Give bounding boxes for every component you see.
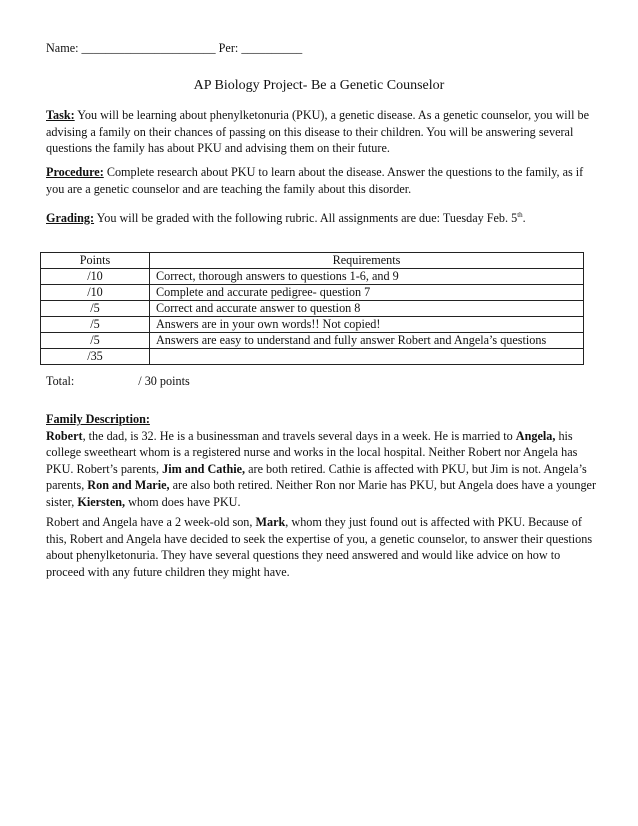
name-jim-cathie: Jim and Cathie,: [162, 461, 246, 476]
family-text: his college sweetheart whom is a registered nurse and works in the local hospital. Neither Robert nor Angela has PKU. Robert’s parents,: [46, 428, 578, 476]
procedure-text: Complete research about PKU to learn about the disease. Answer the questions to the family, as if you are a genetic counselor and are teaching the family about this disorder.: [46, 165, 584, 196]
family-text: , whom they just found out is affected with PKU. Because of this, Robert and Angela have decided to seek the expertise of you, a genetic counselor, to answer their questions about phenylketonuria. They have several questions they need answered and would like advice on how to proceed with any future children they might have.: [46, 515, 593, 579]
rubric-header-points: Points: [41, 253, 150, 269]
rubric-points-cell: /5: [41, 301, 150, 317]
grading-end: .: [522, 211, 526, 225]
rubric-table: [40, 252, 584, 365]
name-period-line: Name: ______________________ Per: __________: [46, 41, 303, 55]
family-text: are both retired. Cathie is affected with PKU, but Jim is not. Angela’s parents,: [46, 461, 587, 493]
rubric-points-cell: /10: [41, 285, 150, 301]
grading-text: You will be graded with the following rubric. All assignments are due: Tuesday Feb. 5: [94, 211, 518, 225]
grading-date-suffix: th: [517, 210, 523, 219]
family-heading: Family Description:: [46, 412, 150, 426]
rubric-header-requirements: Requirements: [150, 253, 584, 269]
total-value: / 30 points: [138, 374, 190, 388]
rubric-requirement-cell: [150, 349, 584, 365]
rubric-points-cell: /10: [41, 269, 150, 285]
name-angela: Angela,: [515, 428, 556, 443]
rubric-requirement-cell: Correct and accurate answer to question 8: [150, 301, 584, 317]
rubric-row: [41, 269, 584, 285]
rubric-points-cell: /5: [41, 317, 150, 333]
name-kiersten: Kiersten,: [77, 494, 126, 509]
name-mark: Mark: [255, 515, 286, 529]
name-robert: Robert: [46, 428, 83, 443]
total-label: Total:: [46, 374, 75, 388]
rubric-row: [41, 349, 584, 365]
family-text: are also both retired. Neither Ron nor Marie has PKU, but Angela does have a younger sister,: [46, 478, 597, 509]
family-text: whom does have PKU.: [125, 494, 241, 509]
grading-label: Grading:: [46, 211, 95, 225]
rubric-requirement-cell: Correct, thorough answers to questions 1-6, and 9: [150, 269, 584, 285]
procedure-label: Procedure:: [46, 165, 104, 179]
rubric-row: [41, 333, 584, 349]
rubric-row: [41, 285, 584, 301]
family-text: Robert and Angela have a 2 week-old son,: [46, 515, 256, 529]
rubric-points-cell: /5: [41, 333, 150, 349]
family-description: [46, 411, 598, 511]
rubric-requirement-cell: Answers are easy to understand and fully answer Robert and Angela’s questions: [150, 333, 584, 349]
rubric-requirement-cell: Answers are in your own words!! Not copied!: [150, 317, 584, 333]
family-text: , the dad, is 32. He is a businessman and travels several days in a week. He is married to: [82, 428, 516, 443]
family-paragraph-2: [46, 514, 598, 580]
total-line: [46, 373, 598, 390]
rubric-requirement-cell: Complete and accurate pedigree- question 7: [150, 285, 584, 301]
grading-paragraph: [46, 210, 598, 227]
rubric-row: [41, 317, 584, 333]
rubric-header-row: [41, 253, 584, 269]
rubric-row: [41, 301, 584, 317]
task-paragraph: [46, 107, 598, 157]
page-title: AP Biology Project- Be a Genetic Counselor: [193, 78, 445, 93]
task-text: You will be learning about phenylketonuria (PKU), a genetic disease. As a genetic counselor, you will be advising a family on their chances of passing on this disease to their children. You will be answering several questions the family has about PKU and advising them on their future.: [46, 108, 589, 156]
task-label: Task:: [46, 108, 75, 122]
rubric-points-cell: /35: [41, 349, 150, 365]
name-ron-marie: Ron and Marie,: [87, 478, 170, 493]
procedure-paragraph: [46, 164, 598, 197]
